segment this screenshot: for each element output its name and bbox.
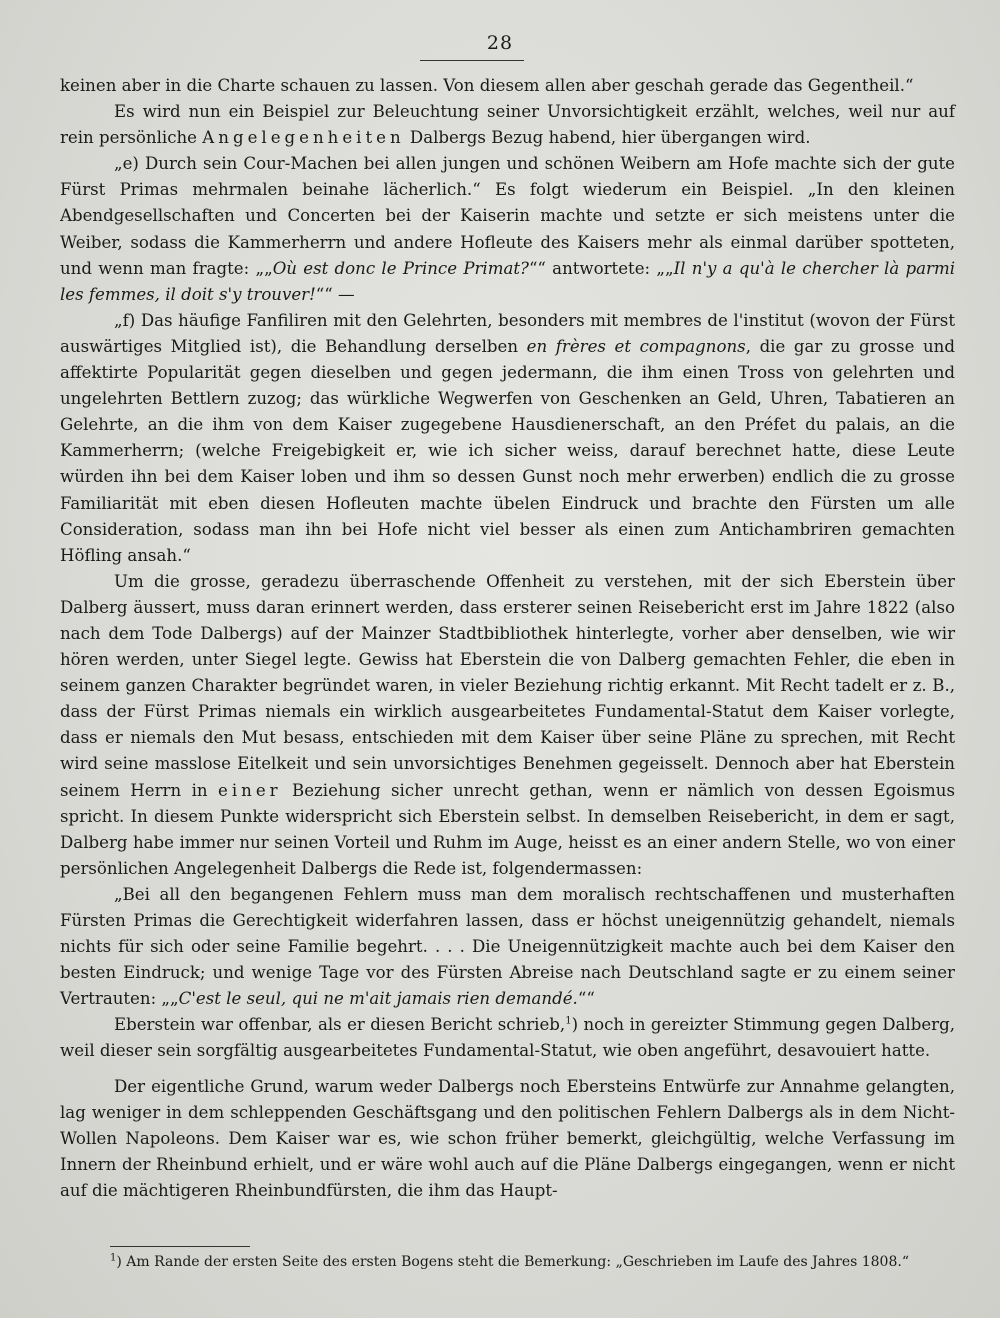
text-run: Der eigentliche Grund, warum weder Dalbergs noch Ebersteins Entwürfe zur Annahme gelangten, lag weniger in dem schleppenden Geschäftsgang und den politischen Fehlern Dalbergs als in dem Nicht-Wollen Napoleons. Dem Kaiser war es, wie schon früher bemerkt, gleichgültig, welche Verfassung im Innern der Rheinbund erhielt, und er wäre wohl auch auf die Pläne Dalbergs eingegangen, wenn er nicht auf die mächtigeren Rheinbundfürsten, die ihm das Haupt- — [60, 1076, 955, 1200]
paragraph — [60, 882, 955, 1012]
text-run: Beziehung sicher unrecht gethan, wenn er nämlich von dessen Egoismus spricht. In diesem Punkte widerspricht sich Eberstein selbst. In demselben Reisebericht, in dem er sagt, Dalberg habe immer nur seinen Vorteil und Ruhm im Auge, heisst es an einer andern Stelle, wo von einer persönlichen Angelegenheit Dalbergs die Rede ist, folgendermassen: — [60, 780, 955, 878]
text-run: C'est le seul, qui ne m'ait jamais rien demandé. — [178, 989, 578, 1009]
footnote-text: ) Am Rande der ersten Seite des ersten Bogens steht die Bemerkung: „Geschrieben im Laufe des Jahres 1808.“ — [116, 1254, 909, 1270]
text-run: en frères et compagnons — [526, 336, 746, 356]
text-run: Es wird nun ein Beispiel zur Beleuchtung seiner Unvorsichtigkeit erzählt, welches, weil nur auf rein persönliche — [60, 102, 955, 148]
footnote-rule — [110, 1246, 250, 1247]
paragraph — [60, 73, 955, 99]
page-number: 28 — [486, 32, 514, 54]
paragraph — [60, 151, 955, 308]
text-run: Il n'y a qu'à le chercher là parmi les femmes, il doit s'y trouver! — [60, 258, 955, 304]
text-run: , die gar zu grosse und affektirte Popularität gegen dieselben und gegen jedermann, die ihm einen Tross von gelehrten und ungelehrten Bettlern zuzog; das würkliche Wegwerfen von Geschenken an Geld, Uhren, Tabatieren an Gelehrte, an die ihm von dem Kaiser zugegebene Hausdienerschaft, an den Préfet du palais, an die Kammerherrn; (welche Freigebigkeit er, wie ich sicher weiss, darauf berechnet hatte, diese Leute würden ihn bei dem Kaiser loben und ihm so dessen Gunst noch mehr erwerben) endlich die zu grosse Familiarität mit eben diesen Hofleuten machte übelen Eindruck und brachte den Fürsten um alle Consideration, sodass man ihn bei Hofe nicht viel besser als einen zum Antichambriren gemachten Höfling ansah.“ — [60, 336, 955, 565]
text-run: „Bei all den begangenen Fehlern muss man dem moralisch rechtschaffenen und musterhaften Fürsten Primas die Gerechtigkeit widerfahren lassen, dass er höchst uneigennützig gehandelt, niemals nichts für sich oder seine Familie begehrt. . . . Die Uneigennützigkeit machte auch bei dem Kaiser den besten Eindruck; und wenige Tage vor des Fürsten Abreise nach Deutschland sagte er zu einem seiner Vertrauten: „„ — [60, 884, 955, 1009]
text-run: Où est donc le Prince Primat? — [272, 258, 529, 278]
text-run: Angelegenheiten — [202, 128, 405, 148]
paragraph — [60, 1074, 955, 1204]
footnote-marker: 1 — [110, 1252, 117, 1264]
paragraph — [60, 99, 955, 151]
text-run: „e) Durch sein Cour-Machen bei allen jungen und schönen Weibern am Hofe machte sich der gute Fürst Primas mehrmalen beinahe lächerlich.“ Es folgt wiederum ein Beispiel. „In den kleinen Abendgesellschaften und Concerten bei der Kaiserin machte und setzte er sich meistens unter die Weiber, sodass die Kammerherrn und andere Hofleute des Kaisers mehr als einmal darüber spotteten, und wenn man fragte: „„ — [60, 154, 955, 278]
page-number-rule — [420, 60, 524, 61]
footnote — [110, 1252, 960, 1272]
text-run: ““ — [577, 989, 595, 1009]
text-run: ““ antwortete: „„ — [528, 258, 674, 278]
paragraph — [60, 1012, 955, 1064]
text-run: Dalbergs Bezug habend, hier übergangen wird. — [404, 128, 811, 148]
text-run: Um die grosse, geradezu überraschende Offenheit zu verstehen, mit der sich Eberstein über Dalberg äussert, muss daran erinnert werden, dass ersterer seinen Reisebericht erst im Jahre 1822 (also nach dem Tode Dalbergs) auf der Mainzer Stadtbibliothek hinterlegte, vorher aber denselben, wie wir hören werden, unter Siegel legte. Gewiss hat Eberstein die von Dalberg gemachten Fehler, die eben in seinem ganzen Charakter begründet waren, in vieler Beziehung richtig erkannt. Mit Recht tadelt er z. B., dass der Fürst Primas niemals ein wirklich ausgearbeitetes Fundamental-Statut dem Kaiser vorlegte, dass er niemals den Mut besass, entschieden mit dem Kaiser über seine Pläne zu sprechen, mit Recht wird seine masslose Eitelkeit und sein unvorsichtiges Benehmen gegeisselt. Dennoch aber hat Eberstein seinem Herrn in — [60, 571, 955, 800]
paragraph — [60, 569, 955, 882]
footnote-reference: 1 — [565, 1015, 572, 1027]
text-run: keinen aber in die Charte schauen zu lassen. Von diesem allen aber geschah gerade das Gegentheil.“ — [60, 76, 914, 95]
text-run: „f) Das häufige Fanfiliren mit den Gelehrten, besonders mit membres de l'institut (wovon der Fürst auswärtiges Mitglied ist), die Behandlung derselben — [60, 310, 955, 356]
text-run: ) noch in gereizter Stimmung gegen Dalberg, weil dieser sein sorgfältig ausgearbeitetes Fundamental-Statut, wie oben angeführt, desavouiert hatte. — [60, 1015, 955, 1061]
body-text — [60, 73, 955, 1204]
paragraph — [60, 308, 955, 569]
text-run: ““ — — [315, 284, 355, 304]
text-run: einer — [218, 780, 282, 800]
text-run: Eberstein war offenbar, als er diesen Bericht schrieb, — [114, 1015, 566, 1035]
